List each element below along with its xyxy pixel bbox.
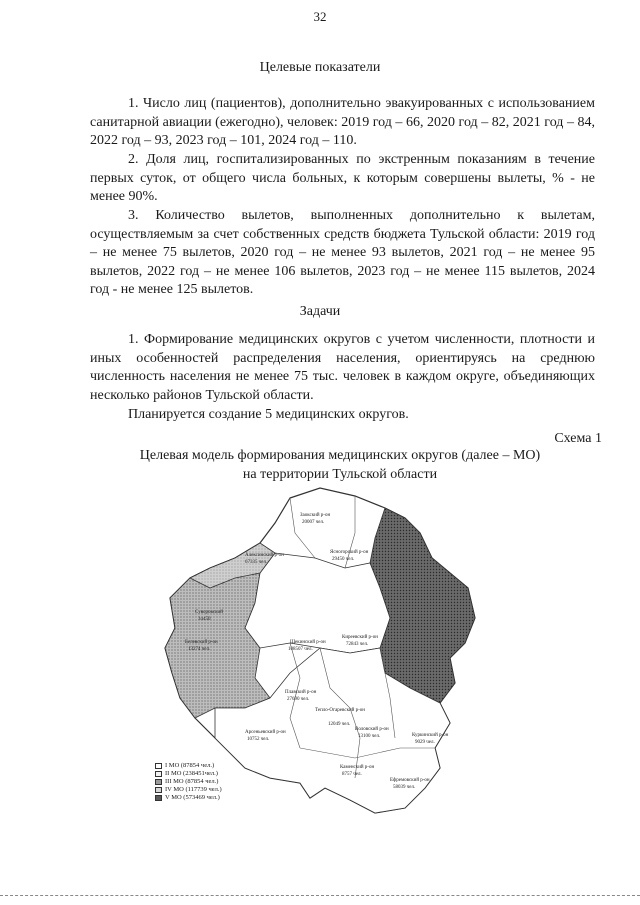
- page-number: 32: [313, 9, 327, 24]
- district-pop: 34450: [198, 617, 211, 622]
- district-label: Алексинский р-он: [245, 553, 284, 558]
- legend-label: II МО (238451чел.): [165, 770, 218, 777]
- district-label: Киреевский р-он: [342, 635, 378, 640]
- scheme-label: Схема 1: [554, 431, 602, 446]
- district-pop: 9029 чел.: [415, 740, 435, 745]
- map-legend: [155, 762, 222, 802]
- scheme-title-line-1: Целевая модель формирования медицинских округов (далее – МО): [139, 448, 541, 463]
- district-label: Каменский р-он: [340, 765, 375, 770]
- task-item-2: Планируется создание 5 медицинских округов.: [128, 407, 409, 422]
- targets-heading: Целевые показатели: [259, 60, 381, 75]
- legend-item: [155, 786, 222, 794]
- district-pop: 13274 чел.: [188, 647, 211, 652]
- district-pop: 108507 чел.: [288, 647, 313, 652]
- district-label: Щекинский р-он: [290, 640, 326, 645]
- district-label: Ясногорский р-он: [330, 550, 369, 555]
- district-label: Куркинский р-он: [412, 733, 449, 738]
- legend-item: [155, 794, 222, 802]
- scan-edge-line: [0, 895, 640, 897]
- district-pop: 8757 чел.: [342, 772, 362, 777]
- legend-item: [155, 762, 222, 770]
- district-pop: 20007 чел.: [302, 520, 325, 525]
- target-item-1: 1. Число лиц (пациентов), дополнительно эвакуированных с использованием санитарной авиации (ежегодно), человек: 2019 год – 66, 2020 год – 82, 2021 год – 84, 2022 год – 93, 2023 год – 101, 2024 год – 110.: [90, 96, 595, 148]
- legend-swatch: [155, 779, 162, 785]
- legend-swatch: [155, 787, 162, 793]
- district-pop: 58039 чел.: [393, 785, 416, 790]
- district-label: Воловский р-он: [355, 727, 389, 732]
- legend-label: V МО (573469 чел.): [165, 794, 220, 801]
- legend-label: III МО (87854 чел.): [165, 778, 219, 785]
- scheme-title-line-2: на территории Тульской области: [242, 467, 438, 482]
- target-item-3: 3. Количество вылетов, выполненных дополнительно к вылетам, осуществляемым за счет собственных средств бюджета Тульской области: 2019 год – не менее 75 вылетов, 2020 год – не менее 93 вылетов, 2021 год – не менее 95 вылетов, 2022 год – не менее 106 вылетов, 2023 год – не менее 115 вылетов, 2024 год - не менее 125 вылетов.: [90, 208, 595, 297]
- legend-label: I МО (87854 чел.): [165, 762, 215, 769]
- legend-item: [155, 770, 222, 778]
- legend-swatch: [155, 771, 162, 777]
- district-label: Плавский р-он: [285, 690, 317, 695]
- district-pop: 72843 чел.: [346, 642, 369, 647]
- district-pop: 13100 чел.: [358, 734, 381, 739]
- district-label: Белевский р-он: [185, 640, 218, 645]
- legend-label: IV МО (117739 чел.): [165, 786, 222, 793]
- district-pop: 29450 чел.: [332, 557, 355, 562]
- legend-swatch: [155, 795, 162, 801]
- target-item-2: 2. Доля лиц, госпитализированных по экстренным показаниям в течение первых суток, от общего числа больных, к которым совершены вылеты, % - не менее 90%.: [90, 152, 595, 204]
- legend-swatch: [155, 763, 162, 769]
- district-label: Заокский р-он: [300, 513, 331, 518]
- tasks-heading: Задачи: [299, 304, 341, 319]
- district-label: Ефремовский р-он: [390, 778, 430, 783]
- task-item-1: 1. Формирование медицинских округов с учетом численности, плотности и иных особенностей распределения населения, ориентируясь на среднюю численность населения не менее 75 тыс. человек в каждом округе, объединяющих несколько районов Тульской области.: [90, 332, 595, 403]
- district-pop: 12049 чел.: [328, 722, 351, 727]
- district-label: Арсеньевский р-он: [245, 730, 286, 735]
- district-pop: 10752 чел.: [247, 737, 270, 742]
- district-label: Тепло-Огаревский р-он: [315, 708, 365, 713]
- legend-item: [155, 778, 222, 786]
- district-pop: 27690 чел.: [287, 697, 310, 702]
- district-label: Суворовский: [195, 610, 223, 615]
- district-pop: 67335 чел.: [245, 560, 268, 565]
